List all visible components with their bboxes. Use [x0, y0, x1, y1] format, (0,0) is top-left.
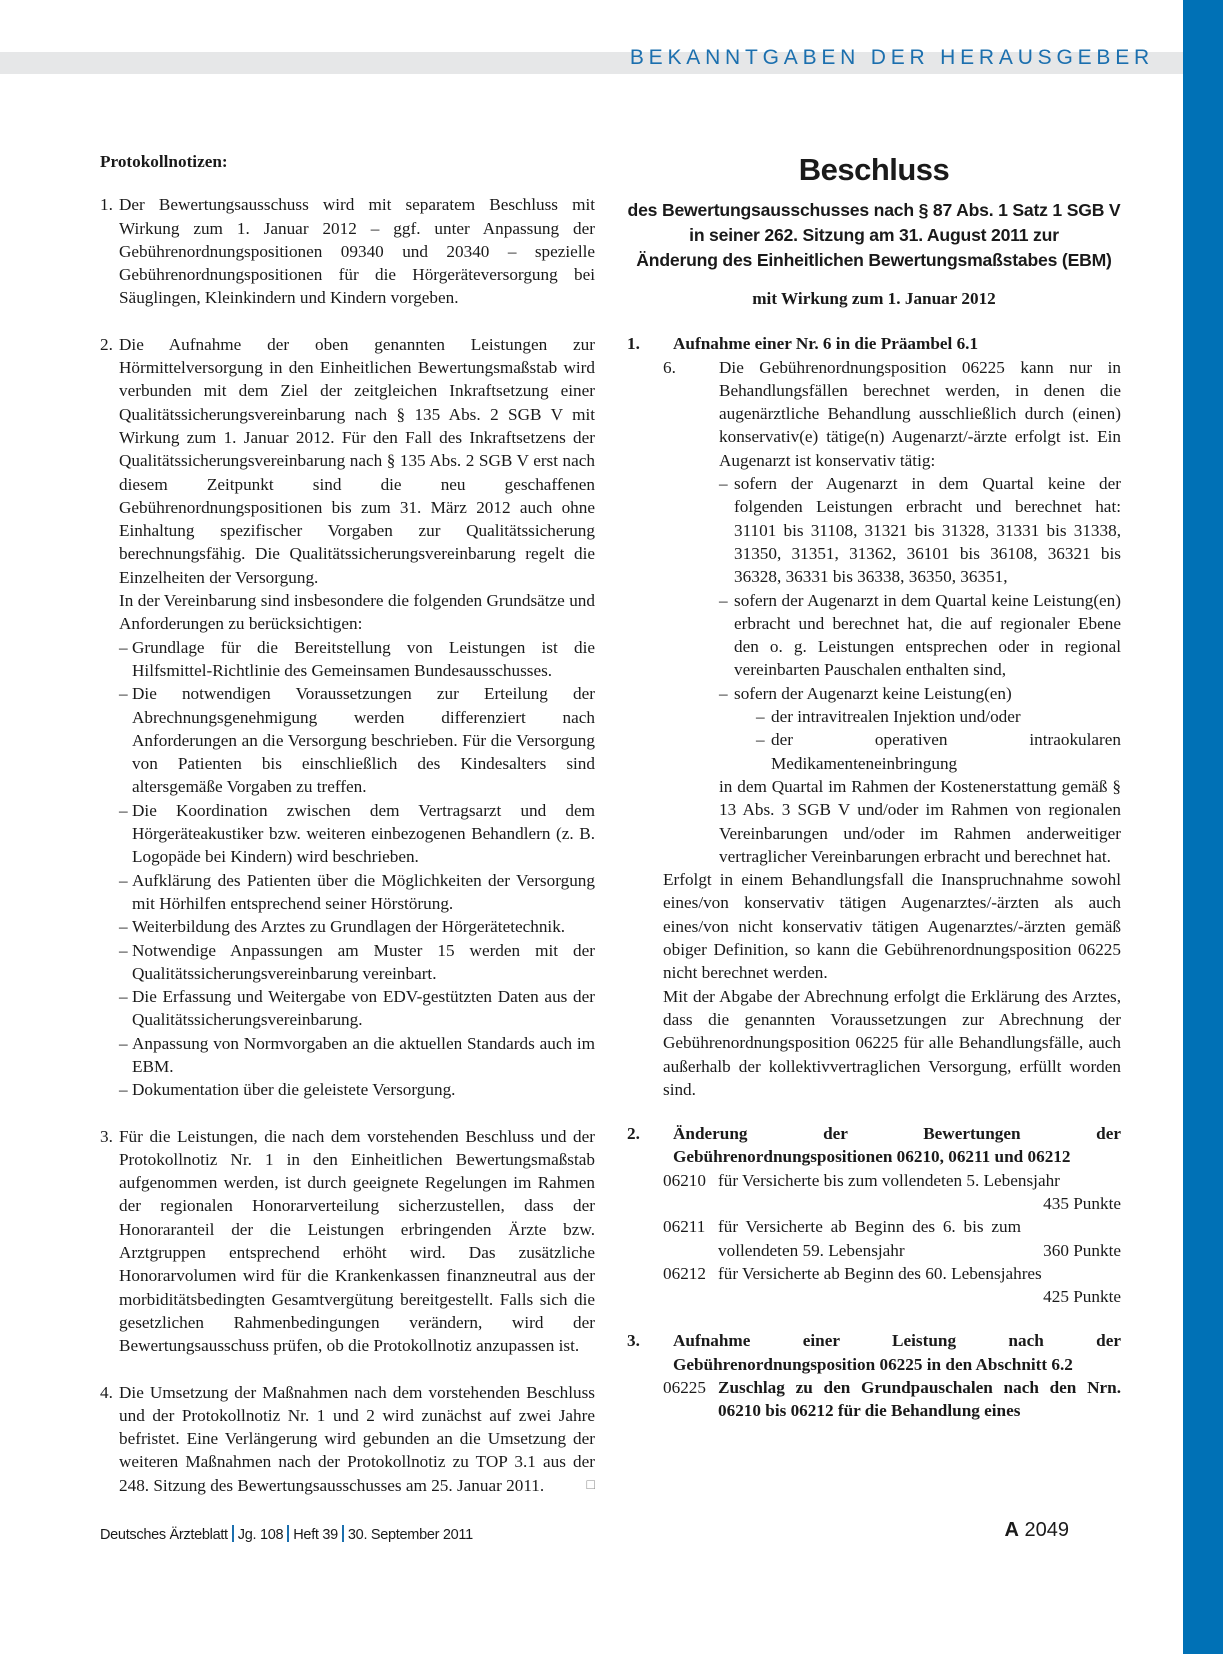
journal-name: Deutsches Ärzteblatt [100, 1527, 228, 1543]
journal-volume: Jg. 108 [237, 1527, 284, 1543]
condition-item [719, 589, 1121, 682]
subtitle-line: Änderung des Einheitlichen Bewertungsmaßstabes (EBM) [636, 250, 1112, 270]
fee-code: 06210 [663, 1170, 706, 1190]
dash-marker: – [119, 987, 128, 1007]
note-text: Der Bewertungsausschuss wird mit separatem Beschluss mit Wirkung zum 1. Januar 2012 – ggf. unter Anpassung der Gebührenordnungspositionen 09340 und 20340 – spezielle Gebührenordnungspositionen für die Hörgeräteversorgung bei Säuglingen, Kleinkindern und Kindern vorgeben. [119, 195, 595, 308]
bullet-text: Die Koordination zwischen dem Vertragsarzt und dem Hörgeräteakustiker bzw. weiteren einbezogenen Behandlern (z. B. Logopäde bei Kindern) wird beschrieben. [132, 800, 595, 867]
dash-marker: – [119, 684, 128, 704]
note-1 [100, 193, 595, 309]
section-3 [627, 1329, 1121, 1422]
fee-row [663, 1169, 1121, 1216]
bullet-item [119, 985, 595, 1032]
item-number: 6. [663, 357, 676, 377]
condition-item [719, 472, 1121, 588]
fee-desc: für Versicherte ab Beginn des 60. Lebensjahres [718, 1263, 1042, 1283]
protocol-notes-heading: Protokollnotizen: [100, 152, 228, 171]
dash-marker: – [119, 1080, 128, 1100]
note-text: Für die Leistungen, die nach dem vorstehenden Beschluss und der Protokollnotiz Nr. 1 in den Einheitlichen Bewertungsmaßstab aufgenommen werden, ist durch geeignete Regelungen im Rahmen der regionalen Honorarverteilung sicherzustellen, dass der Honoraranteil der die Leistungen erbringenden Ärzte bzw. Arztgruppen entsprechend erhöht wird. Das zusätzliche Honorarvolumen wird für die Krankenkassen finanzneutral aus der morbiditätsbedingten Gesamtvergütung bereitgestellt. Falls sich die gesetzlichen Rahmenbedingungen verändern, wird der Bewertungsausschuss prüfen, ob die Protokollnotiz anzupassen ist. [119, 1126, 595, 1356]
item-text: Die Gebührenordnungsposition 06225 kann nur in Behandlungsfällen berechnet werden, in denen die augenärztliche Behandlung ausschließlich durch (einen) konservativ(e) tätige(n) Augenarzt/-ärzte erfolgt ist. Ein Augenarzt ist konservativ tätig: [719, 357, 1121, 470]
section-header: BEKANNTGABEN DER HERAUSGEBER [629, 46, 1154, 69]
preamble-item [663, 356, 1121, 869]
journal-issue: Heft 39 [293, 1527, 338, 1543]
note-number: 1. [100, 195, 113, 215]
bullet-text: Notwendige Anpassungen am Muster 15 werden mit der Qualitätssicherungsvereinbarung vereinbart. [132, 940, 595, 983]
section-number: 1. [627, 334, 640, 354]
note-text [119, 1381, 595, 1497]
note-number: 3. [100, 1126, 113, 1146]
bullet-text: Anpassung von Normvorgaben an die aktuellen Standards auch im EBM. [132, 1033, 595, 1076]
page-number [1004, 1519, 1069, 1542]
fee-row [663, 1376, 1121, 1423]
fee-row [663, 1215, 1121, 1262]
note-3 [100, 1125, 595, 1358]
journal-date: 30. September 2011 [347, 1527, 473, 1543]
fee-code: 06212 [663, 1263, 706, 1283]
sub-condition-item [719, 705, 1121, 728]
section-number: 2. [627, 1124, 640, 1144]
dash-marker: – [756, 730, 765, 750]
condition-text: sofern der Augenarzt keine Leistung(en) [734, 683, 1012, 703]
note-2 [100, 333, 595, 1102]
dash-marker: – [119, 800, 128, 820]
item-continuation: in dem Quartal im Rahmen der Kostenerstattung gemäß § 13 Abs. 3 SGB V und/oder im Rahmen von regionalen Vereinbarungen und/oder im Rahmen anderweitiger vertraglicher Vereinbarungen erbracht und berechnet hat. [719, 776, 1121, 866]
sub-condition-text: der operativen intraokularen Medikamenteneinbringung [771, 730, 1121, 773]
end-mark: □ [586, 1477, 595, 1493]
dash-marker: – [119, 917, 128, 937]
bullet-item [119, 1032, 595, 1079]
fee-points: 435 Punkte [1043, 1193, 1121, 1213]
footer-separator [232, 1525, 234, 1542]
section-title: Änderung der Bewertungen der Gebührenordnungspositionen 06210, 06211 und 06212 [673, 1124, 1121, 1167]
fee-desc: für Versicherte ab Beginn des 6. bis zum vollendeten 59. Lebensjahr [718, 1217, 1021, 1260]
effective-date: mit Wirkung zum 1. Januar 2012 [752, 289, 996, 308]
section-1 [627, 332, 1121, 1101]
fee-desc: für Versicherte bis zum vollendeten 5. Lebensjahr [718, 1170, 1060, 1190]
fee-points: 425 Punkte [1043, 1287, 1121, 1307]
section-paragraph: Mit der Abgabe der Abrechnung erfolgt die Erklärung des Arztes, dass die genannten Voraussetzungen zur Abrechnung der Gebührenordnungsposition 06225 für alle Behandlungsfälle, auch außerhalb der kollektivvertraglichen Versorgung, erfüllt worden sind. [663, 986, 1121, 1099]
left-column [100, 150, 595, 1520]
page-number-value: 2049 [1024, 1519, 1069, 1541]
subtitle-line: des Bewertungsausschusses nach § 87 Abs. 1 Satz 1 SGB V [627, 200, 1121, 220]
page-prefix: A [1004, 1519, 1019, 1541]
dash-marker: – [119, 870, 128, 890]
side-stripe [1183, 0, 1223, 1654]
section-number: 3. [627, 1331, 640, 1351]
dash-marker: – [719, 683, 728, 703]
note-text-continued: In der Vereinbarung sind insbesondere die folgenden Grundsätze und Anforderungen zu berücksichtigen: [119, 591, 595, 634]
condition-item [719, 682, 1121, 705]
bullet-item [119, 799, 595, 869]
dash-marker: – [119, 1033, 128, 1053]
fee-desc-wrap [718, 1215, 1121, 1262]
dash-marker: – [756, 707, 765, 727]
note-number: 2. [100, 334, 113, 354]
footer-separator [342, 1525, 344, 1542]
condition-text: sofern der Augenarzt in dem Quartal keine der folgenden Leistungen erbracht und berechnet hat: 31101 bis 31108, 31321 bis 31328, 31331 bis 31338, 31350, 31351, 31362, 36101 bis 36108, 36321 bis 36328, 36331 bis 36338, 36350, 36351, [734, 474, 1121, 587]
fee-code: 06211 [663, 1217, 706, 1237]
bullet-item [119, 915, 595, 938]
sub-condition-text: der intravitrealen Injektion und/oder [771, 707, 1021, 727]
fee-desc: Zuschlag zu den Grundpauschalen nach den Nrn. 06210 bis 06212 für die Behandlung eines [718, 1378, 1121, 1421]
bullet-text: Die Erfassung und Weitergabe von EDV-gestützten Daten aus der Qualitätssicherungsvereinbarung. [132, 987, 595, 1030]
section-paragraph: Erfolgt in einem Behandlungsfall die Inanspruchnahme sowohl eines/von konservativ tätigen Augenarztes/-ärzten als auch eines/von nicht konservativ tätigen Augenarztes/-ärzten gemäß obiger Definition, so kann die Gebührenordnungsposition 06225 nicht berechnet werden. [663, 870, 1121, 983]
dash-marker: – [719, 474, 728, 494]
subtitle-line: in seiner 262. Sitzung am 31. August 2011 zur [689, 225, 1059, 245]
bullet-text: Grundlage für die Bereitstellung von Leistungen ist die Hilfsmittel-Richtlinie des Gemeinsamen Bundesausschusses. [132, 637, 595, 680]
fee-code: 06225 [663, 1378, 706, 1398]
dash-marker: – [119, 637, 128, 657]
bullet-item [119, 939, 595, 986]
bullet-text: Die notwendigen Voraussetzungen zur Erteilung der Abrechnungsgenehmigung werden differenziert nach Anforderungen an die Versorgung beschrieben. Für die Versorgung von Patienten bis einschließlich des Kindesalters sind altersgemäße Vorgaben zu treffen. [132, 684, 595, 797]
condition-text: sofern der Augenarzt in dem Quartal keine Leistung(en) erbracht und berechnet hat, die auf regionaler Ebene den o. g. Leistungen entsprechen oder in regional vereinbarten Pauschalen enthalten sind, [734, 590, 1121, 680]
bullet-text: Aufklärung des Patienten über die Möglichkeiten der Versorgung mit Hörhilfen entsprechend seiner Hörstörung. [132, 870, 595, 913]
bullet-item [119, 636, 595, 683]
bullet-text: Dokumentation über die geleistete Versorgung. [132, 1080, 456, 1100]
section-2 [627, 1122, 1121, 1308]
section-title: Aufnahme einer Leistung nach der Gebührenordnungsposition 06225 in den Abschnitt 6.2 [673, 1331, 1121, 1374]
note-text-body: Die Umsetzung der Maßnahmen nach dem vorstehenden Beschluss und der Protokollnotiz Nr. 1 und 2 wird zunächst auf zwei Jahre befristet. Eine Verlängerung wird gebunden an die Umsetzung der weiteren Maßnahmen nach der Protokollnotiz zu TOP 3.1 aus der 248. Sitzung des Bewertungsausschusses am 25. Januar 2011. [119, 1382, 595, 1495]
bullet-text: Weiterbildung des Arztes zu Grundlagen der Hörgerätetechnik. [132, 917, 566, 937]
sub-condition-item [719, 728, 1121, 775]
bullet-item [119, 1078, 595, 1101]
footer-separator [287, 1525, 289, 1542]
bullet-item [119, 869, 595, 916]
dash-marker: – [719, 590, 728, 610]
note-number: 4. [100, 1382, 113, 1402]
note-4 [100, 1381, 595, 1497]
bullet-item [119, 682, 595, 798]
dash-marker: – [119, 940, 128, 960]
right-column [627, 150, 1121, 1444]
resolution-title: Beschluss [798, 152, 950, 187]
fee-row [663, 1262, 1121, 1309]
note-text: Die Aufnahme der oben genannten Leistungen zur Hörmittelversorgung in den Einheitlichen Bewertungsmaßstab wird verbunden mit dem Ziel der zeitgleichen Inkraftsetzung einer Qualitätssicherungsvereinbarung nach § 135 Abs. 2 SGB V mit Wirkung zum 1. Januar 2012. Für den Fall des Inkraftsetzens der Qualitätssicherungsvereinbarung nach § 135 Abs. 2 SGB V erst nach diesem Zeitpunkt sind die neu geschaffenen Gebührenordnungspositionen bis zum 31. März 2012 auch ohne Einhaltung spezifischer Vorgaben zur Qualitätssicherung berechnungsfähig. Die Qualitätssicherungsvereinbarung regelt die Einzelheiten der Versorgung. [119, 334, 595, 587]
section-title: Aufnahme einer Nr. 6 in die Präambel 6.1 [673, 334, 979, 354]
footer-citation [100, 1525, 473, 1543]
fee-points: 360 Punkte [1043, 1240, 1121, 1260]
fee-table [663, 1169, 1121, 1309]
